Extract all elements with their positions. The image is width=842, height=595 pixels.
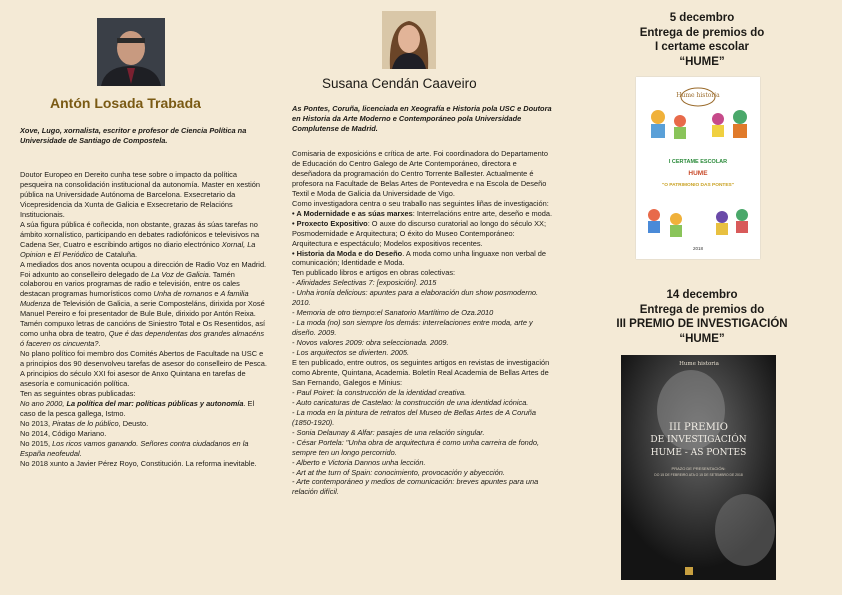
article-item: - Art at the turn of Spain: conocimiento, provocación y abyección.: [292, 467, 505, 477]
event-school-contest: [572, 11, 832, 69]
publication-item: - La moda (no) son siempre los demás: interrelaciones entre moda, arte y diseño. 2009.: [292, 318, 533, 338]
event-research-prize: [572, 288, 832, 346]
event-title-line: III PREMIO DE INVESTIGACIÓN: [616, 318, 788, 330]
publication-item: - Novos valores 2009: obra seleccionada. 2009.: [292, 338, 449, 348]
work-item: No 2015, Los ricos vamos ganando. Señores contra ciudadanos en la España neofeudal.: [20, 438, 249, 458]
bio-paragraph: A mediados dos anos noventa ocupou a dirección de Radio Voz en Madrid. Foi adxunto ao conselleiro delegado de La Voz de Galicia. Tamén colaborou en varios programas de radio e televisión, entre os cales destacan programas humorísticos como Unha de romanos e A familia Mudenza de Televisión de Galicia, a serie Composteláns, dirixida por Xosé Manuel Pereiro e foi presentador de Bule Bule, dirixido por Antón Reixa.: [20, 259, 267, 319]
articles-heading: E ten publicado, entre outros, os seguintes artigos en revistas de investigación como Abrente, Quintana, Academia. Boletín Real Academia de Bellas Artes de San Fernando, Galegos e Minius:: [292, 358, 550, 387]
event-title-line: “HUME”: [679, 55, 725, 68]
bio-paragraph: A súa figura pública é coñecida, non obstante, grazas ás súas tarefas no ámbito xornalístico, participando en debates radiofónicos e televisivos na Cadena Ser, Cuatro e escribindo artigos no diario electrónico Xornal, La Opinion e El Periódico de Cataluña.: [20, 219, 260, 259]
event-date: 14 decembro: [666, 289, 738, 301]
article-item: - César Portela: "Unha obra de arquitectura é como unha carreira de fondo, sempre ten un longo percorrido.: [292, 437, 540, 457]
publication-item: - Los arquitectos se divierten. 2005.: [292, 348, 410, 358]
work-item: No 2018 xunto a Javier Pérez Royo, Constitución. La reforma inevitable.: [20, 458, 257, 468]
hume-logo: Hume historia: [679, 361, 719, 367]
research-prize-poster: Hume historia III PREMIO DE INVESTIGACIÓN HUME - AS PONTES PRAZO DE PRESENTACIÓN: DO 15 DE FEBREIRO ATA O 15 DE SETEMBRO DE 2018: [621, 355, 776, 580]
work-item: No 2014, Código Mariano.: [20, 428, 107, 438]
school-contest-poster: Hume historia I CERTAME ESCOLAR HUME "O PATRIMONIO DAS PONTES" 2018: [636, 77, 760, 259]
publications-heading: Ten publicado libros e artigos en obras colectivas:: [292, 268, 456, 278]
event-title-line: Entrega de premios do: [639, 303, 765, 316]
article-item: - Alberto e Victoria Dannos unha lección.: [292, 457, 426, 467]
bio-paragraph: Tamén compuxo letras de cancións de Siniestro Total e Os Resentidos, así como unha obra de teatro, Que é das dependentas dos grandes almacéns ó faceren os cincuenta?.: [20, 319, 266, 349]
susana-cendan-biography: [292, 149, 554, 497]
bio-paragraph: Comisaria de exposicións e crítica de arte. Foi coordinadora do Departamento de Educación do Centro Galego de Arte Contemporáneo, directora e deseñadora da programación do Centro Torrente Ballester. Actualmente é profesora na Facultade de Belas Artes de Pontevedra e na Escola de Deseño Textil e Moda de Galicia da Universidade de Vigo.: [292, 149, 548, 198]
susana-cendan-photo: [382, 11, 436, 69]
event-title-line: Entrega de premios do: [639, 26, 765, 39]
publication-item: - Unha ironía delicious: apuntes para a elaboración dun show posmoderno. 2010.: [292, 288, 539, 308]
bio-paragraph: Doutor Europeo en Dereito cunha tese sobre o impacto da política pesqueira na consolidación institucional da autonomía. Master en xestión pública na Universidade Autónoma de Barcelona. Exsecretario da Vicepresidencia da Xunta de Galicia e Exsecretario de Relacións Institucionais.: [20, 170, 260, 219]
event-date: 5 decembro: [669, 12, 735, 24]
bio-paragraph: No plano político foi membro dos Comités Abertos de Facultade na USC e a principios dos 90 desenvolveu tarefas de asesor do conselleiro de Pesca. A principios do século XXI foi asesor de Anxo Quintana en tarefas de asesoría e comunicación política.: [20, 349, 267, 389]
works-heading: Ten as seguintes obras publicadas:: [20, 388, 136, 398]
research-line: • Proxecto Expositivo: O auxe do discurso curatorial ao longo do século XX; Posmodernidade e Arquitectura; O éxito do Museo Contemporáneo: Arquitectura e espectáculo; Modelos expositivos recentes.: [292, 218, 547, 248]
article-item: - Paul Poiret: la construcción de la identidad creativa.: [292, 387, 467, 397]
anton-losada-name: Antón Losada Trabada: [50, 95, 201, 111]
column-anton-losada: [0, 0, 282, 595]
bio-paragraph: Como investigadora centra o seu traballo nas seguintes liñas de investigación:: [292, 198, 549, 208]
column-susana-cendan: [282, 0, 562, 595]
article-item: - La moda en la pintura de retratos del Museo de Bellas Artes de A Coruña (1850-1920).: [292, 407, 537, 427]
hume-logo: Hume historia: [676, 92, 720, 99]
article-item: - Sonia Delaunay & Alfar: pasajes de una relación singular.: [292, 427, 485, 437]
publication-item: - Afinidades Selectivas 7: [exposición]. 2015: [292, 278, 437, 288]
column-events: [562, 0, 842, 595]
susana-cendan-intro: As Pontes, Coruña, licenciada en Xeografía e Historia pola USC e Doutora en Historia da Arte Moderno e Contemporáneo pola Universidade Complutense de Madrid.: [292, 104, 552, 133]
anton-losada-photo: [97, 18, 165, 86]
work-item: No 2013, Piratas de lo público, Deusto.: [20, 418, 149, 428]
work-item: No ano 2000, La política del mar: políticas públicas y autonomía. El caso de la pesca gallega, Istmo.: [20, 398, 255, 418]
research-line: • A Modernidade e as súas marxes: Interrelacións entre arte, deseño e moda.: [292, 208, 553, 218]
publication-item: - Memoria de otro tiempo:el Sanatorio Martítimo de Oza.2010: [292, 308, 494, 318]
event-title-line: I certame escolar: [655, 41, 749, 53]
research-line: • Historia da Moda e do Deseño. A moda como unha linguaxe non verbal de comunicación; Identidade e Moda.: [292, 248, 546, 268]
susana-cendan-name: Susana Cendán Caaveiro: [322, 76, 477, 91]
article-item: - Auto caricaturas de Castelao: la construcción de una identidad icónica.: [292, 397, 529, 407]
event-title-line: “HUME”: [679, 332, 725, 345]
anton-losada-biography: [20, 170, 268, 469]
article-item: - Arte contemporáneo y medios de comunicación: breves apuntes para una relación difícil.: [292, 477, 539, 497]
anton-losada-intro: Xove, Lugo, xornalista, escritor e profesor de Ciencia Política na Universidade de Santiago de Compostela.: [20, 126, 247, 145]
